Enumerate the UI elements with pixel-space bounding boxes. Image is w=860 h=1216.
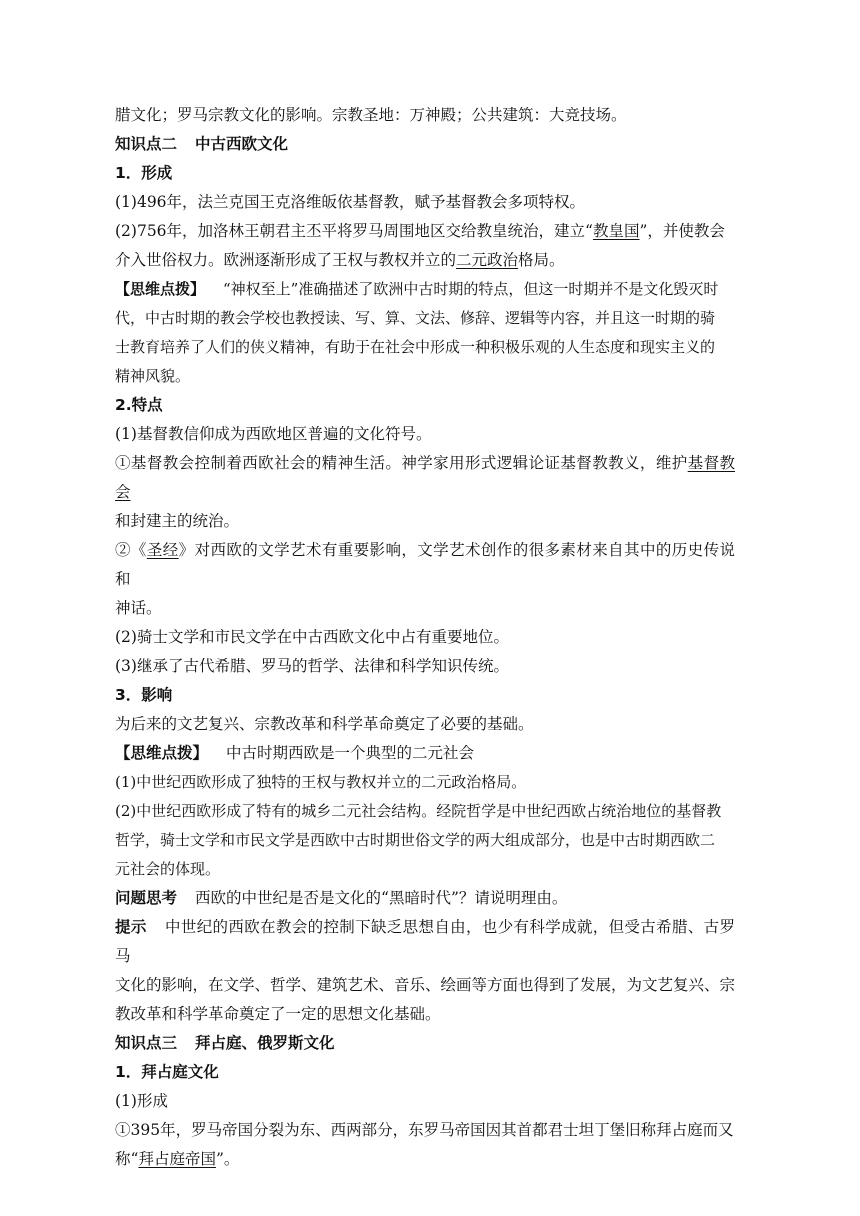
subheading-influence <box>115 681 735 710</box>
text: (2)骑士文学和市民文学在中古西欧文化中占有重要地位。 <box>115 628 509 646</box>
text: 代，中古时期的教会学校也教授读、写、算、文法、修辞、逻辑等内容，并且这一时期的骑 <box>115 309 716 327</box>
paragraph-roman-split <box>115 1116 735 1145</box>
text: 和封建主的统治。 <box>115 512 240 530</box>
text: 为后来的文艺复兴、宗教改革和科学革命奠定了必要的基础。 <box>115 715 534 733</box>
paragraph-clovis <box>115 188 735 217</box>
text: ”，并使教会 <box>639 222 725 240</box>
subheading-features <box>115 391 735 420</box>
text: (1)形成 <box>115 1092 168 1110</box>
section-title: 拜占庭、俄罗斯文化 <box>195 1034 335 1052</box>
section-title: 中古西欧文化 <box>195 135 289 153</box>
text: ②《 <box>115 541 147 559</box>
answer-label: 提示 <box>115 918 147 936</box>
tip-box-1-line4 <box>115 362 735 391</box>
text: 文化的影响，在文学、哲学、建筑艺术、音乐、绘画等方面也得到了发展，为文艺复兴、宗 <box>115 976 736 994</box>
paragraph-church-control <box>115 449 735 507</box>
paragraph-bible <box>115 536 735 594</box>
underlined-term: 拜占庭帝国 <box>138 1150 216 1168</box>
question-block <box>115 884 735 913</box>
text: (1)基督教信仰成为西欧地区普遍的文化符号。 <box>115 425 432 443</box>
paragraph-christian-symbol <box>115 420 735 449</box>
tip-box-1 <box>115 275 735 304</box>
text: (2)756年，加洛林王朝君主丕平将罗马周围地区交给教皇统治，建立“ <box>115 222 593 240</box>
paragraph-inheritance <box>115 652 735 681</box>
tip-box-2-point2-line2 <box>115 826 735 855</box>
subheading-byzantine <box>115 1058 735 1087</box>
document-page <box>115 101 735 1174</box>
text: 中世纪的西欧在教会的控制下缺乏思想自由，也少有科学成就，但受古希腊、古罗马 <box>115 918 735 965</box>
text: 哲学，骑士文学和市民文学是西欧中古时期世俗文学的两大组成部分，也是中古时期西欧二 <box>115 831 716 849</box>
text: 格局。 <box>518 251 565 269</box>
tip-box-2-point2 <box>115 797 735 826</box>
text: “神权至上”准确描述了欧洲中古时期的特点，但这一时期并不是文化毁灭时 <box>223 280 719 298</box>
question-text: 西欧的中世纪是否是文化的“黑暗时代”？请说明理由。 <box>195 889 568 907</box>
tip-box-2-point1 <box>115 768 735 797</box>
text: (2)中世纪西欧形成了特有的城乡二元社会结构。经院哲学是中世纪西欧占统治地位的基督教 <box>115 802 722 820</box>
paragraph-greek-roman-influence <box>115 101 735 130</box>
text: (3)继承了古代希腊、罗马的哲学、法律和科学知识传统。 <box>115 657 509 675</box>
underlined-term: 教皇国 <box>592 222 640 240</box>
text: 介入世俗权力。欧洲逐渐形成了王权与教权并立的 <box>115 251 457 269</box>
text: 腊文化；罗马宗教文化的影响。宗教圣地：万神殿；公共建筑：大竞技场。 <box>115 106 627 124</box>
text: 神话。 <box>115 599 162 617</box>
text: (1)496年，法兰克国王克洛维皈依基督教，赋予基督教会多项特权。 <box>115 193 586 211</box>
tip-box-2-header <box>115 739 735 768</box>
section-heading-3 <box>115 1029 735 1058</box>
underlined-term: 圣经 <box>146 541 179 559</box>
paragraph-knight-literature <box>115 623 735 652</box>
text: ”。 <box>215 1150 240 1168</box>
subheading-byzantine-formation <box>115 1087 735 1116</box>
answer-block-line3 <box>115 1000 735 1029</box>
text: 1．形成 <box>115 164 173 182</box>
tip-label: 【思维点拨】 <box>115 744 209 762</box>
text: 称“ <box>115 1150 139 1168</box>
paragraph-bible-cont <box>115 594 735 623</box>
section-heading-2 <box>115 130 735 159</box>
text: 士教育培养了人们的侠义精神，有助于在社会中形成一种积极乐观的人生态度和现实主义的 <box>115 338 716 356</box>
answer-block-line2 <box>115 971 735 1000</box>
text: 1．拜占庭文化 <box>115 1063 219 1081</box>
answer-block <box>115 913 735 971</box>
tip-title: 中古时期西欧是一个典型的二元社会 <box>226 744 475 762</box>
paragraph-foundation <box>115 710 735 739</box>
text: 2.特点 <box>115 396 163 414</box>
tip-box-2-point2-line3 <box>115 855 735 884</box>
underlined-term: 基督教会 <box>115 454 735 501</box>
section-number: 知识点二 <box>115 135 178 153</box>
text: ①基督教会控制着西欧社会的精神生活。神学家用形式逻辑论证基督教教义，维护 <box>115 454 688 472</box>
tip-box-1-line3 <box>115 333 735 362</box>
paragraph-roman-split-cont <box>115 1145 735 1174</box>
text: 教改革和科学革命奠定了一定的思想文化基础。 <box>115 1005 441 1023</box>
section-number: 知识点三 <box>115 1034 178 1052</box>
underlined-term: 二元政治 <box>456 251 519 269</box>
paragraph-papal-states-cont <box>115 246 735 275</box>
text: 》对西欧的文学艺术有重要影响，文学艺术创作的很多素材来自其中的历史传说和 <box>115 541 735 588</box>
text: ①395年，罗马帝国分裂为东、西两部分，东罗马帝国因其首都君士坦丁堡旧称拜占庭而又 <box>115 1121 734 1139</box>
text: 精神风貌。 <box>115 367 191 385</box>
subheading-formation <box>115 159 735 188</box>
paragraph-papal-states <box>115 217 735 246</box>
text: 元社会的体现。 <box>115 860 221 878</box>
tip-box-1-line2 <box>115 304 735 333</box>
text: (1)中世纪西欧形成了独特的王权与教权并立的二元政治格局。 <box>115 773 527 791</box>
question-label: 问题思考 <box>115 889 178 907</box>
tip-label: 【思维点拨】 <box>115 280 206 298</box>
paragraph-church-control-cont <box>115 507 735 536</box>
text: 3．影响 <box>115 686 173 704</box>
